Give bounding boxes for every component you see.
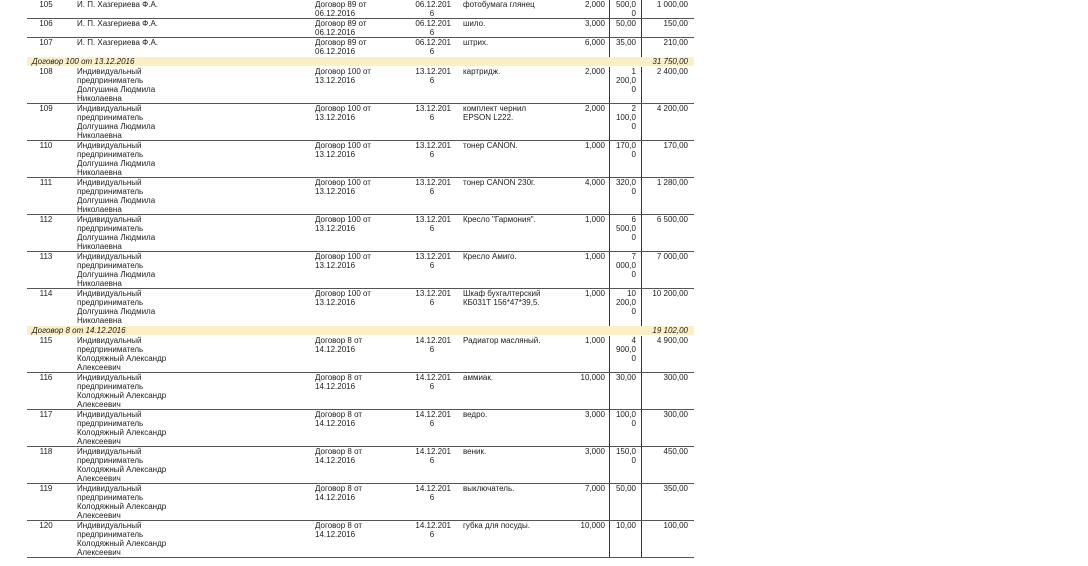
line-total: 210,00 bbox=[663, 38, 688, 47]
row-number: 118 bbox=[39, 447, 53, 456]
column-divider bbox=[641, 19, 642, 38]
quantity: 3,000 bbox=[584, 447, 605, 456]
line-total: 1 280,00 bbox=[656, 178, 688, 187]
column-divider bbox=[609, 252, 610, 289]
column-divider bbox=[609, 67, 610, 104]
row-number: 105 bbox=[39, 0, 53, 9]
table-row bbox=[27, 104, 694, 141]
line-total: 7 000,00 bbox=[656, 252, 688, 261]
row-number: 112 bbox=[39, 215, 53, 224]
contract-reference: Договор 8 от 14.12.2016 bbox=[315, 410, 363, 428]
table-row bbox=[27, 336, 694, 373]
quantity: 2,000 bbox=[584, 104, 605, 113]
row-number: 114 bbox=[39, 289, 53, 298]
counterparty-name: Индивидуальный предприниматель Колодяжный Александр Алексеевич bbox=[77, 410, 167, 446]
document-date-year-end: 6 bbox=[429, 76, 435, 85]
document-date-year-end: 6 bbox=[429, 419, 435, 428]
counterparty-name: Индивидуальный предприниматель Колодяжный Александр Алексеевич bbox=[77, 484, 167, 520]
item-name: комплект чернил EPSON L222. bbox=[463, 104, 527, 122]
counterparty-name: Индивидуальный предприниматель Долгушина Людмила Николаевна bbox=[77, 252, 156, 288]
counterparty-name: Индивидуальный предприниматель Колодяжный Александр Алексеевич bbox=[77, 447, 167, 483]
contract-reference: Договор 8 от 14.12.2016 bbox=[315, 447, 363, 465]
quantity: 6,000 bbox=[584, 38, 605, 47]
row-number: 115 bbox=[39, 336, 53, 345]
group-header bbox=[27, 326, 694, 335]
row-number: 119 bbox=[39, 484, 53, 493]
table-row bbox=[27, 178, 694, 215]
row-number: 107 bbox=[39, 38, 53, 47]
contract-reference: Договор 8 от 14.12.2016 bbox=[315, 521, 363, 539]
column-divider bbox=[641, 521, 642, 558]
document-date: 06.12.201 bbox=[415, 0, 451, 9]
document-date: 13.12.201 bbox=[415, 252, 451, 261]
document-date-year-end: 6 bbox=[429, 187, 435, 196]
line-total: 170,00 bbox=[663, 141, 688, 150]
counterparty-name: Индивидуальный предприниматель Долгушина Людмила Николаевна bbox=[77, 141, 156, 177]
column-divider bbox=[609, 289, 610, 326]
item-name: шило. bbox=[463, 19, 486, 28]
quantity: 3,000 bbox=[584, 410, 605, 419]
quantity: 1,000 bbox=[584, 289, 605, 298]
row-number: 120 bbox=[39, 521, 53, 530]
document-date-year-end: 6 bbox=[429, 298, 435, 307]
row-number: 108 bbox=[39, 67, 53, 76]
column-divider bbox=[609, 178, 610, 215]
row-number: 116 bbox=[39, 373, 53, 382]
table-row bbox=[27, 0, 694, 19]
document-date: 14.12.201 bbox=[415, 336, 451, 345]
contract-reference: Договор 8 от 14.12.2016 bbox=[315, 484, 363, 502]
column-divider bbox=[609, 38, 610, 57]
row-number: 117 bbox=[39, 410, 53, 419]
document-date-year-end: 6 bbox=[429, 47, 435, 56]
table-row bbox=[27, 521, 694, 558]
counterparty-name: Индивидуальный предприниматель Колодяжный Александр Алексеевич bbox=[77, 336, 167, 372]
item-name: губка для посуды. bbox=[463, 521, 530, 530]
unit-price: 100,0 0 bbox=[615, 410, 636, 428]
column-divider bbox=[609, 484, 610, 521]
item-name: фотобумага глянец bbox=[463, 0, 535, 9]
column-divider bbox=[609, 104, 610, 141]
document-date-year-end: 6 bbox=[429, 493, 435, 502]
row-number: 113 bbox=[39, 252, 53, 261]
document-date-year-end: 6 bbox=[429, 382, 435, 391]
unit-price: 30,00 bbox=[615, 373, 636, 382]
table-row bbox=[27, 252, 694, 289]
column-divider bbox=[609, 521, 610, 558]
document-date: 14.12.201 bbox=[415, 410, 451, 419]
quantity: 2,000 bbox=[584, 0, 605, 9]
contract-reference: Договор 100 от 13.12.2016 bbox=[315, 252, 371, 270]
line-total: 300,00 bbox=[663, 410, 688, 419]
item-name: ведро. bbox=[463, 410, 488, 419]
quantity: 1,000 bbox=[584, 336, 605, 345]
item-name: тонер CANON. bbox=[463, 141, 518, 150]
line-total: 100,00 bbox=[663, 521, 688, 530]
item-name: картридж. bbox=[463, 67, 501, 76]
group-total: 31 750,00 bbox=[652, 57, 688, 66]
document-date-year-end: 6 bbox=[429, 261, 435, 270]
document-date: 14.12.201 bbox=[415, 521, 451, 530]
counterparty-name: Индивидуальный предприниматель Долгушина Людмила Николаевна bbox=[77, 67, 156, 103]
unit-price: 35,00 bbox=[615, 38, 636, 47]
contract-reference: Договор 100 от 13.12.2016 bbox=[315, 215, 371, 233]
column-divider bbox=[641, 336, 642, 373]
item-name: выключатель. bbox=[463, 484, 515, 493]
contract-reference: Договор 8 от 14.12.2016 bbox=[315, 336, 363, 354]
unit-price: 150,0 0 bbox=[615, 447, 636, 465]
column-divider bbox=[641, 215, 642, 252]
quantity: 1,000 bbox=[584, 141, 605, 150]
document-date: 13.12.201 bbox=[415, 289, 451, 298]
table-row bbox=[27, 373, 694, 410]
counterparty-name: И. П. Хазгериева Ф.А. bbox=[77, 38, 159, 47]
row-separator bbox=[27, 557, 694, 558]
unit-price: 10 200,0 0 bbox=[615, 289, 636, 316]
document-date-year-end: 6 bbox=[429, 113, 435, 122]
item-name: аммиак. bbox=[463, 373, 494, 382]
quantity: 1,000 bbox=[584, 215, 605, 224]
unit-price: 6 500,0 0 bbox=[615, 215, 636, 242]
unit-price: 2 100,0 0 bbox=[615, 104, 636, 131]
line-total: 300,00 bbox=[663, 373, 688, 382]
quantity: 4,000 bbox=[584, 178, 605, 187]
unit-price: 1 200,0 0 bbox=[615, 67, 636, 94]
unit-price: 320,0 0 bbox=[615, 178, 636, 196]
table-row bbox=[27, 67, 694, 104]
column-divider bbox=[641, 252, 642, 289]
line-total: 4 200,00 bbox=[656, 104, 688, 113]
counterparty-name: И. П. Хазгериева Ф.А. bbox=[77, 0, 159, 9]
document-date-year-end: 6 bbox=[429, 456, 435, 465]
column-divider bbox=[609, 19, 610, 38]
document-date: 13.12.201 bbox=[415, 67, 451, 76]
counterparty-name: Индивидуальный предприниматель Колодяжный Александр Алексеевич bbox=[77, 373, 167, 409]
group-title: Договор 100 от 13.12.2016 bbox=[32, 57, 135, 66]
line-total: 1 000,00 bbox=[656, 0, 688, 9]
document-date: 14.12.201 bbox=[415, 373, 451, 382]
document-date-year-end: 6 bbox=[429, 345, 435, 354]
document-date: 13.12.201 bbox=[415, 178, 451, 187]
table-row bbox=[27, 215, 694, 252]
document-date-year-end: 6 bbox=[429, 9, 435, 18]
line-total: 6 500,00 bbox=[656, 215, 688, 224]
column-divider bbox=[641, 289, 642, 326]
unit-price: 4 900,0 0 bbox=[615, 336, 636, 363]
quantity: 3,000 bbox=[584, 19, 605, 28]
column-divider bbox=[609, 373, 610, 410]
table-row bbox=[27, 484, 694, 521]
line-total: 450,00 bbox=[663, 447, 688, 456]
document-date-year-end: 6 bbox=[429, 224, 435, 233]
column-divider bbox=[641, 373, 642, 410]
table-row bbox=[27, 410, 694, 447]
line-total: 150,00 bbox=[663, 19, 688, 28]
contract-reference: Договор 100 от 13.12.2016 bbox=[315, 289, 371, 307]
column-divider bbox=[641, 104, 642, 141]
document-date: 13.12.201 bbox=[415, 104, 451, 113]
document-date: 06.12.201 bbox=[415, 19, 451, 28]
unit-price: 50,00 bbox=[615, 484, 636, 493]
unit-price: 500,0 0 bbox=[615, 0, 636, 18]
row-number: 111 bbox=[39, 178, 53, 187]
document-date-year-end: 6 bbox=[429, 150, 435, 159]
table-row bbox=[27, 289, 694, 326]
column-divider bbox=[641, 178, 642, 215]
item-name: тонер CANON 230г. bbox=[463, 178, 536, 187]
row-number: 106 bbox=[39, 19, 53, 28]
column-divider bbox=[609, 336, 610, 373]
column-divider bbox=[641, 0, 642, 19]
counterparty-name: Индивидуальный предприниматель Долгушина Людмила Николаевна bbox=[77, 178, 156, 214]
item-name: штрих. bbox=[463, 38, 489, 47]
contract-reference: Договор 100 от 13.12.2016 bbox=[315, 178, 371, 196]
counterparty-name: Индивидуальный предприниматель Колодяжный Александр Алексеевич bbox=[77, 521, 167, 557]
counterparty-name: Индивидуальный предприниматель Долгушина Людмила Николаевна bbox=[77, 215, 156, 251]
item-name: Шкаф бухгалтерский КБ031Т 156*47*39,5. bbox=[463, 289, 541, 307]
column-divider bbox=[641, 447, 642, 484]
unit-price: 7 000,0 0 bbox=[615, 252, 636, 279]
line-total: 10 200,00 bbox=[652, 289, 688, 298]
column-divider bbox=[641, 484, 642, 521]
contract-reference: Договор 100 от 13.12.2016 bbox=[315, 104, 371, 122]
unit-price: 50,00 bbox=[615, 19, 636, 28]
line-total: 2 400,00 bbox=[656, 67, 688, 76]
quantity: 10,000 bbox=[580, 373, 605, 382]
item-name: Радиатор масляный. bbox=[463, 336, 541, 345]
table-row bbox=[27, 19, 694, 38]
counterparty-name: И. П. Хазгериева Ф.А. bbox=[77, 19, 159, 28]
column-divider bbox=[609, 0, 610, 19]
column-divider bbox=[641, 410, 642, 447]
item-name: Кресло Амиго. bbox=[463, 252, 517, 261]
document-date: 06.12.201 bbox=[415, 38, 451, 47]
contract-reference: Договор 89 от 06.12.2016 bbox=[315, 38, 367, 56]
counterparty-name: Индивидуальный предприниматель Долгушина Людмила Николаевна bbox=[77, 289, 156, 325]
table-row bbox=[27, 447, 694, 484]
row-number: 109 bbox=[39, 104, 53, 113]
unit-price: 170,0 0 bbox=[615, 141, 636, 159]
column-divider bbox=[609, 447, 610, 484]
column-divider bbox=[641, 141, 642, 178]
group-title: Договор 8 от 14.12.2016 bbox=[32, 326, 126, 335]
item-name: Кресло "Гармония". bbox=[463, 215, 536, 224]
column-divider bbox=[609, 410, 610, 447]
line-total: 350,00 bbox=[663, 484, 688, 493]
unit-price: 10,00 bbox=[615, 521, 636, 530]
document-date-year-end: 6 bbox=[429, 28, 435, 37]
contract-reference: Договор 100 от 13.12.2016 bbox=[315, 141, 371, 159]
column-divider bbox=[641, 38, 642, 57]
quantity: 10,000 bbox=[580, 521, 605, 530]
line-total: 4 900,00 bbox=[656, 336, 688, 345]
document-date-year-end: 6 bbox=[429, 530, 435, 539]
quantity: 1,000 bbox=[584, 252, 605, 261]
table-row bbox=[27, 141, 694, 178]
table-row bbox=[27, 38, 694, 57]
contract-reference: Договор 100 от 13.12.2016 bbox=[315, 67, 371, 85]
document-date: 14.12.201 bbox=[415, 484, 451, 493]
contract-reference: Договор 89 от 06.12.2016 bbox=[315, 19, 367, 37]
column-divider bbox=[609, 141, 610, 178]
column-divider bbox=[641, 67, 642, 104]
row-number: 110 bbox=[39, 141, 53, 150]
counterparty-name: Индивидуальный предприниматель Долгушина Людмила Николаевна bbox=[77, 104, 156, 140]
group-header bbox=[27, 57, 694, 66]
document-date: 13.12.201 bbox=[415, 215, 451, 224]
contract-reference: Договор 89 от 06.12.2016 bbox=[315, 0, 367, 18]
document-date: 14.12.201 bbox=[415, 447, 451, 456]
quantity: 7,000 bbox=[584, 484, 605, 493]
quantity: 2,000 bbox=[584, 67, 605, 76]
group-total: 19 102,00 bbox=[652, 326, 688, 335]
column-divider bbox=[609, 215, 610, 252]
item-name: веник. bbox=[463, 447, 487, 456]
contract-reference: Договор 8 от 14.12.2016 bbox=[315, 373, 363, 391]
document-date: 13.12.201 bbox=[415, 141, 451, 150]
